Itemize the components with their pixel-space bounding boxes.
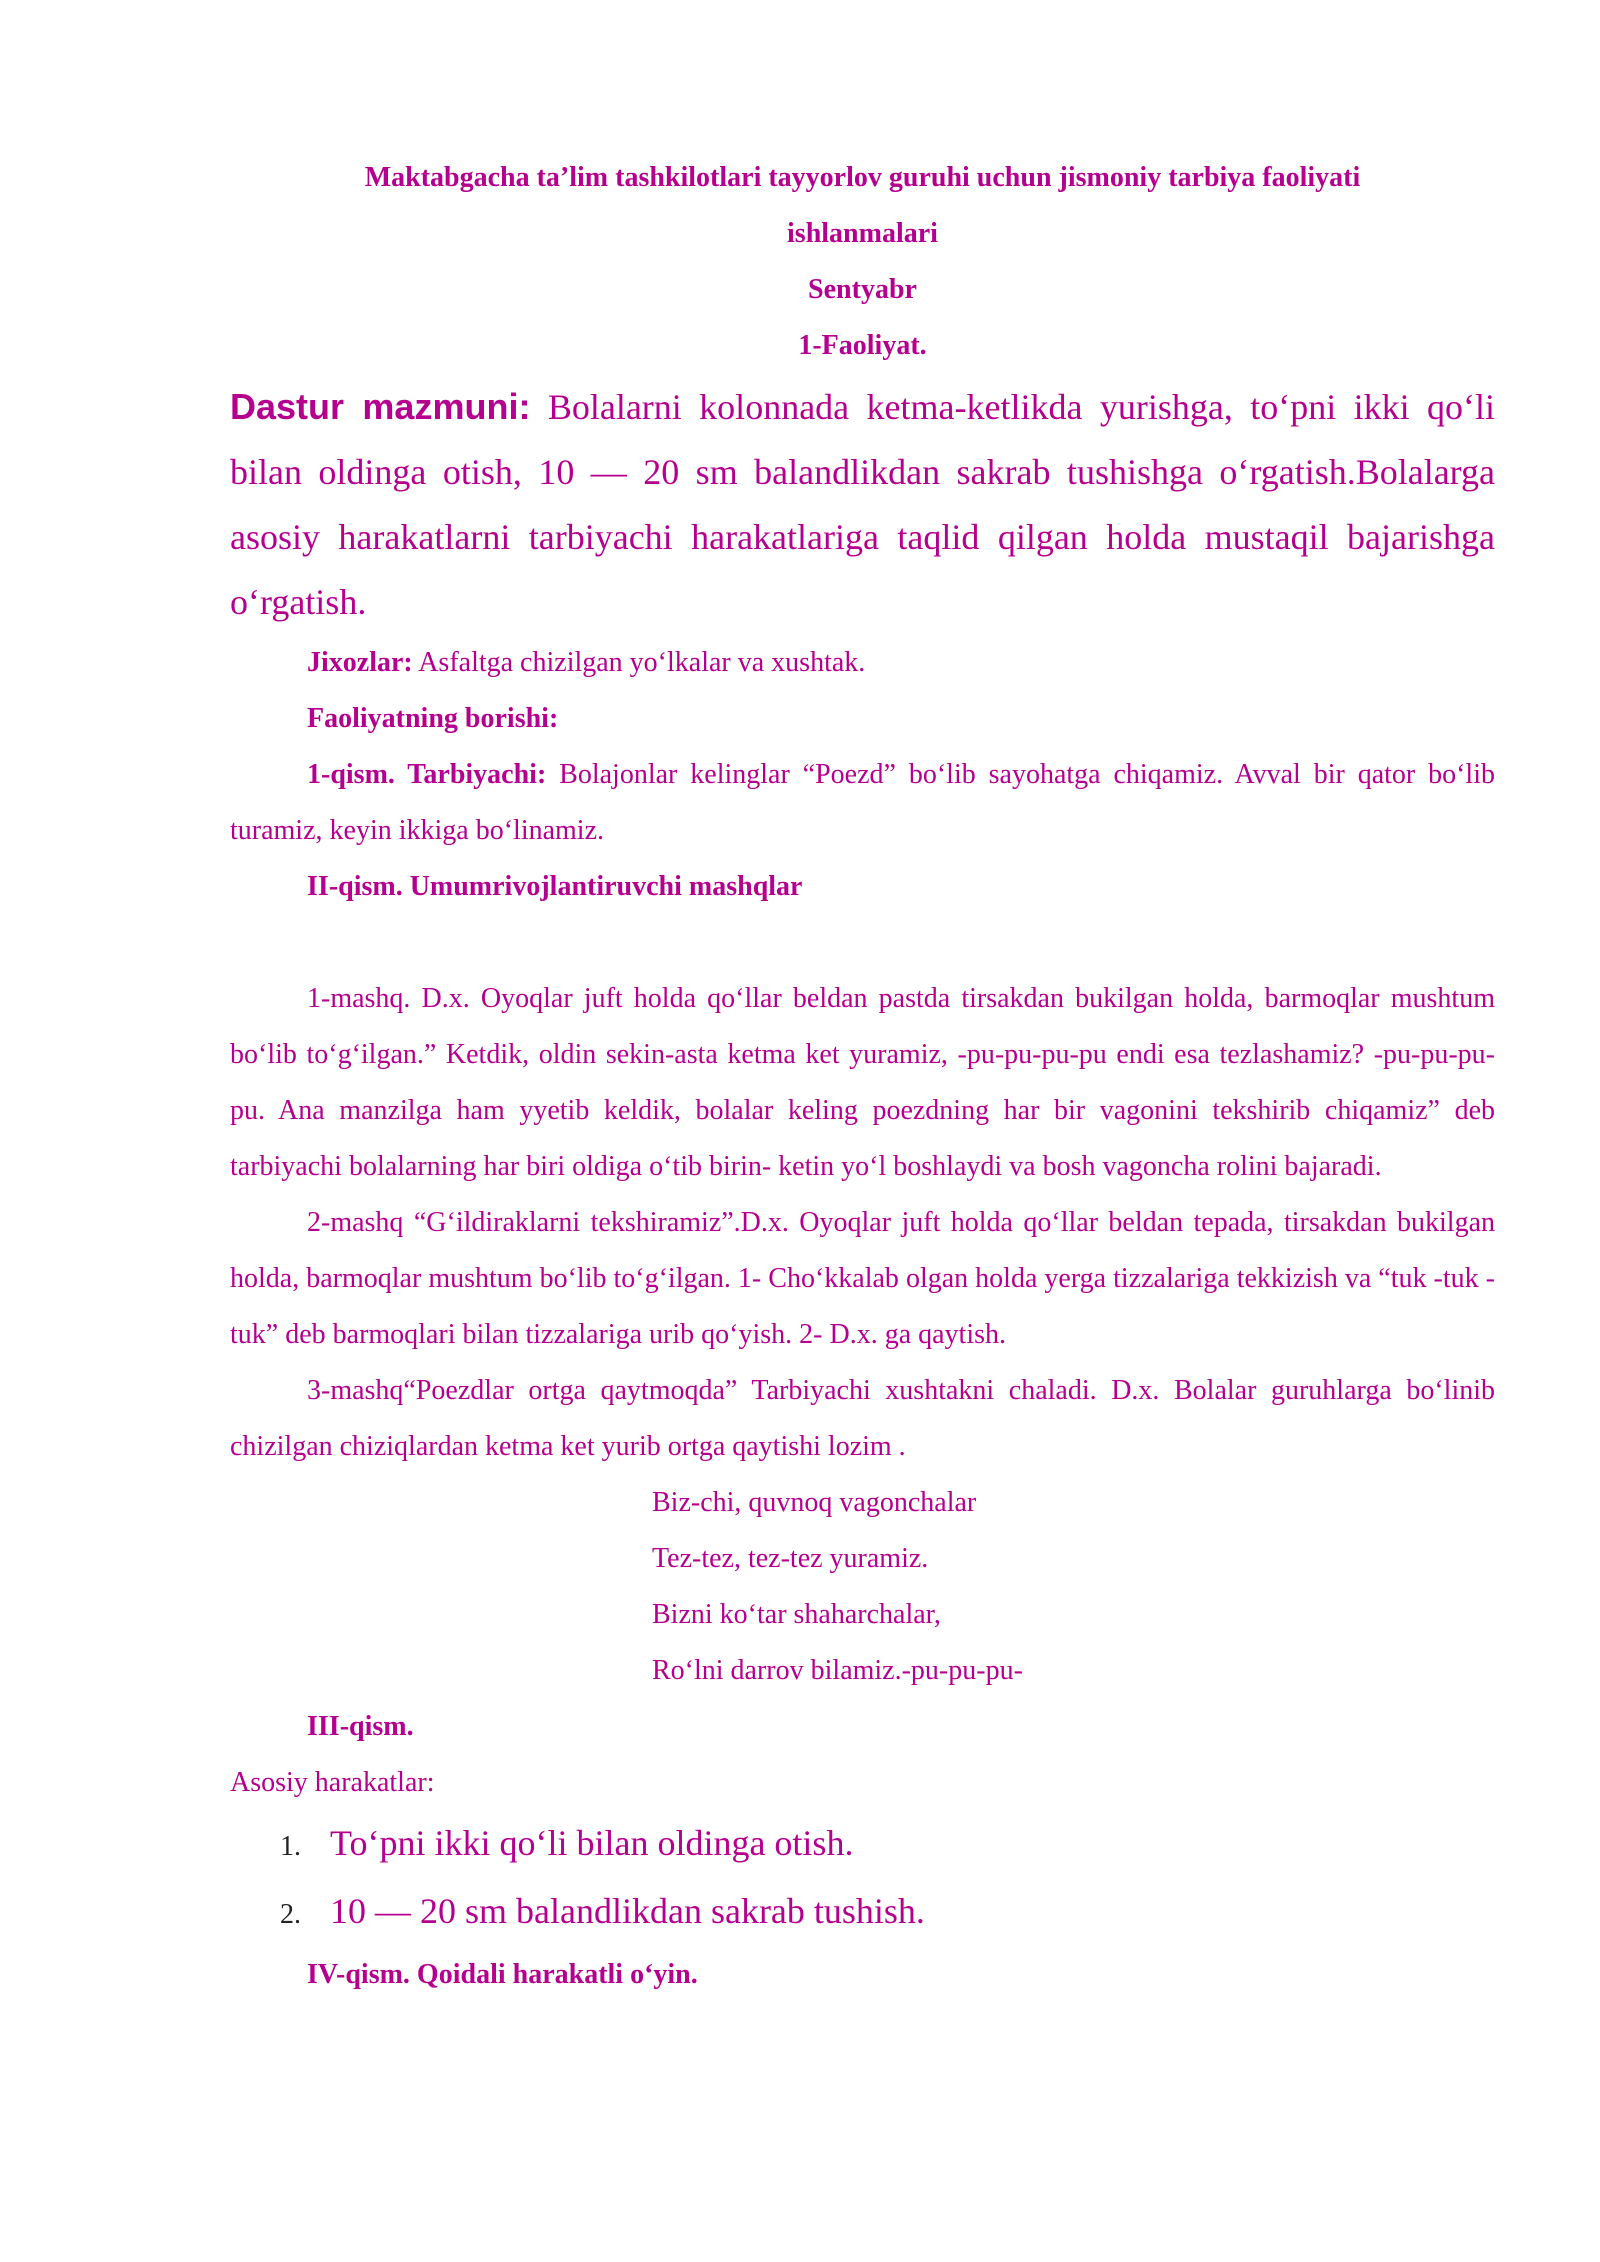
poem-line: Biz-chi, quvnoq vagonchalar: [652, 1487, 977, 1518]
document-title: [230, 150, 1495, 262]
program-label: Dastur mazmuni:: [230, 386, 531, 427]
equipment-label: Jixozlar:: [307, 647, 413, 678]
part1-paragraph: [230, 747, 1495, 859]
program-paragraph: [230, 374, 1495, 635]
poem-line: Ro‘lni darrov bilamiz.-pu-pu-pu-: [652, 1655, 1023, 1686]
main-moves-list: [230, 1811, 1495, 1947]
list-text: 10 — 20 sm balandlikdan sakrab tushish.: [330, 1891, 925, 1931]
poem: [230, 1475, 1495, 1699]
title-line-2: ishlanmalari: [787, 218, 938, 249]
part4-heading: IV-qism. Qoidali harakatli o‘yin.: [307, 1959, 698, 1990]
list-item: [230, 1811, 1495, 1879]
month-heading: Sentyabr: [808, 274, 917, 305]
equipment-paragraph: [230, 635, 1495, 691]
part3-heading: III-qism.: [307, 1711, 414, 1742]
equipment-text: Asfaltga chizilgan yo‘lkalar va xushtak.: [412, 647, 866, 678]
exercise-1: 1-mashq. D.x. Oyoqlar juft holda qo‘llar beldan pastda tirsakdan bukilgan holda, barmoqlar mushtum bo‘lib to‘g‘ilgan.” Ketdik, oldin sekin-asta ketma ket yuramiz, -pu-pu-pu-pu endi esa tezlashamiz? -pu-pu-pu-pu. Ana manzilga ham yyetib keldik, bolalar keling poezdning har bir vagonini tekshirib chiqamiz” deb tarbiyachi bolalarning har biri oldiga o‘tib birin- ketin yo‘l boshlaydi va bosh vagoncha rolini bajaradi.: [230, 983, 1495, 1182]
list-number: 2.: [280, 1899, 301, 1930]
program-text: Bolalarni kolonnada ketma-ketlikda yurishga, to‘pni ikki qo‘li bilan oldinga otish, 10 — 20 sm balandlikdan sakrab tushishga o‘rgatish.Bolalarga asosiy harakatlarni tarbiyachi harakatlariga taqlid qilgan holda mustaqil bajarishga o‘rgatish.: [230, 387, 1495, 622]
poem-line: Tez-tez, tez-tez yuramiz.: [652, 1543, 929, 1574]
part1-text: Bolajonlar kelinglar “Poezd” bo‘lib sayohatga chiqamiz. Avval bir qator bo‘lib turamiz, keyin ikkiga bo‘linamiz.: [230, 759, 1495, 846]
exercise-3: 3-mashq“Poezdlar ortga qaytmoqda” Tarbiyachi xushtakni chaladi. D.x. Bolalar guruhlarga bo‘linib chizilgan chiziqlardan ketma ket yurib ortga qaytishi lozim .: [230, 1375, 1495, 1462]
activity-heading: 1-Faoliyat.: [798, 330, 927, 361]
progress-heading: Faoliyatning borishi:: [307, 703, 559, 734]
spacer: [230, 915, 1495, 971]
part2-heading: II-qism. Umumrivojlantiruvchi mashqlar: [307, 871, 803, 902]
list-number: 1.: [280, 1831, 301, 1862]
poem-line: Bizni ko‘tar shaharchalar,: [652, 1599, 941, 1630]
document-page: [230, 150, 1495, 2003]
part1-label: 1-qism. Tarbiyachi:: [307, 759, 547, 790]
list-text: To‘pni ikki qo‘li bilan oldinga otish.: [330, 1823, 854, 1863]
exercise-2: 2-mashq “G‘ildiraklarni tekshiramiz”.D.x. Oyoqlar juft holda qo‘llar beldan tepada, tirsakdan bukilgan holda, barmoqlar mushtum bo‘lib to‘g‘ilgan. 1- Cho‘kkalab olgan holda yerga tizzalariga tekkizish va “tuk -tuk -tuk” deb barmoqlari bilan tizzalariga urib qo‘yish. 2- D.x. ga qaytish.: [230, 1207, 1495, 1350]
list-item: [230, 1879, 1495, 1947]
main-moves-label: Asosiy harakatlar:: [230, 1767, 435, 1798]
title-line-1: Maktabgacha ta’lim tashkilotlari tayyorlov guruhi uchun jismoniy tarbiya faoliyati: [364, 162, 1361, 193]
